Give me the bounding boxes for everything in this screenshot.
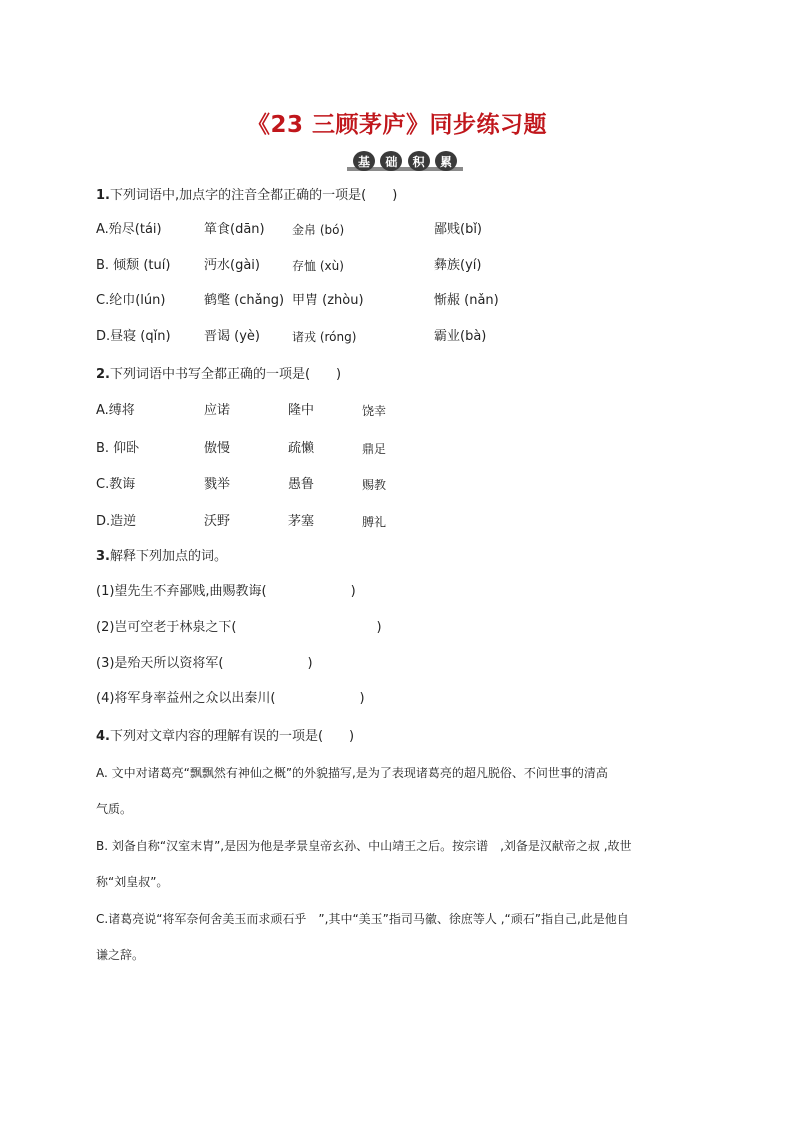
q3-item-4 [96,690,365,708]
option-cell: 茅塞 [288,514,315,529]
q2-option-d [96,513,696,531]
q1-option-b [96,257,696,275]
option-cell: 箪食(dān) [204,222,265,237]
question-number: 1. [96,188,110,203]
option-cell: 疏懒 [288,441,315,456]
page-title: 《23 三顾茅庐》同步练习题 [246,112,547,138]
option-line: 称“刘皇叔”。 [96,875,169,889]
option-cell: 戮举 [204,477,231,492]
item-close-paren: ) [350,584,356,599]
item-text: (1)望先生不弃鄙贱,曲赐教诲( [96,584,267,599]
item-close-paren: ) [376,620,382,635]
option-line: A. 文中对诸葛亮“飘飘然有神仙之概”的外貌描写,是为了表现诸葛亮的超凡脱俗、不问世事的清高 [96,766,608,780]
option-cell: C.教诲 [96,477,136,492]
badge-char: 础 [380,151,402,171]
question-text: 下列词语中,加点字的注音全都正确的一项是( ) [109,188,398,203]
option-cell: 饶幸 [362,404,387,418]
option-cell: D.造逆 [96,514,137,529]
option-cell: C.纶巾(lún) [96,293,166,308]
option-cell: 鄙贱(bǐ) [434,222,483,237]
item-text: (4)将军身率益州之众以出秦川( [96,691,276,706]
item-text: (3)是殆天所以资将军( [96,656,224,671]
question-text: 下列词语中书写全都正确的一项是( ) [109,367,342,382]
option-cell: 甲胄 (zhòu) [292,293,364,308]
option-cell: 鹤氅 (chǎng) [204,293,285,308]
q1-option-a [96,221,696,239]
q3-item-2 [96,619,382,637]
q2-option-b [96,440,696,458]
q4-option-c [96,910,676,964]
q4-option-b [96,837,676,891]
badge-char: 积 [408,151,430,171]
option-cell: B. 仰卧 [96,441,140,456]
option-cell: 存恤 (xù) [292,259,344,273]
question-number: 2. [96,367,110,382]
item-close-paren: ) [307,656,313,671]
option-line: B. 刘备自称“汉室末胄”,是因为他是孝景皇帝玄孙、中山靖王之后。按宗谱 ,刘备是汉献帝之叔 ,故世 [96,839,632,853]
option-line: 气质。 [96,802,133,816]
option-cell: A.缚将 [96,403,135,418]
option-cell: 沃野 [204,514,231,529]
option-cell: 霸业(bà) [434,329,487,344]
question-text: 下列对文章内容的理解有误的一项是( ) [109,729,355,744]
option-cell: 愚鲁 [288,477,315,492]
item-close-paren: ) [359,691,365,706]
question-4 [96,728,354,746]
option-cell: 惭赧 (nǎn) [434,293,499,308]
badge-char: 累 [435,151,457,171]
question-number: 4. [96,729,110,744]
question-2 [96,366,341,384]
option-cell: 赐教 [362,478,387,492]
q1-option-d [96,328,696,346]
q1-option-c [96,292,696,310]
question-number: 3. [96,549,110,564]
option-line: C.诸葛亮说“将军奈何舍美玉而求顽石乎 ”,其中“美玉”指司马徽、徐庶等人 ,“顽石”指自己,此是他自 [96,912,629,926]
option-cell: 膊礼 [362,515,387,529]
badge-char: 基 [353,151,375,171]
option-cell: 应诺 [204,403,231,418]
option-line: 谦之辞。 [96,948,145,962]
option-cell: B. 倾颓 (tuí) [96,258,171,273]
option-cell: 鼎足 [362,442,387,456]
option-cell: 沔水(gài) [204,258,260,273]
q2-option-c [96,476,696,494]
option-cell: 金帛 (bó) [292,223,345,237]
option-cell: 晋谒 (yè) [204,329,260,344]
option-cell: 傲慢 [204,441,231,456]
q3-item-3 [96,655,313,673]
option-cell: 隆中 [288,403,315,418]
question-3 [96,548,227,566]
q2-option-a [96,402,696,420]
option-cell: 诸戎 (róng) [292,330,357,344]
q3-item-1 [96,583,356,601]
question-text: 解释下列加点的词。 [109,549,227,564]
section-badge [353,150,457,172]
question-1 [96,187,397,205]
item-text: (2)岂可空老于林泉之下( [96,620,237,635]
q4-option-a [96,764,676,818]
option-cell: A.殆尽(tái) [96,222,162,237]
option-cell: D.昼寝 (qǐn) [96,329,171,344]
option-cell: 彝族(yí) [434,258,482,273]
